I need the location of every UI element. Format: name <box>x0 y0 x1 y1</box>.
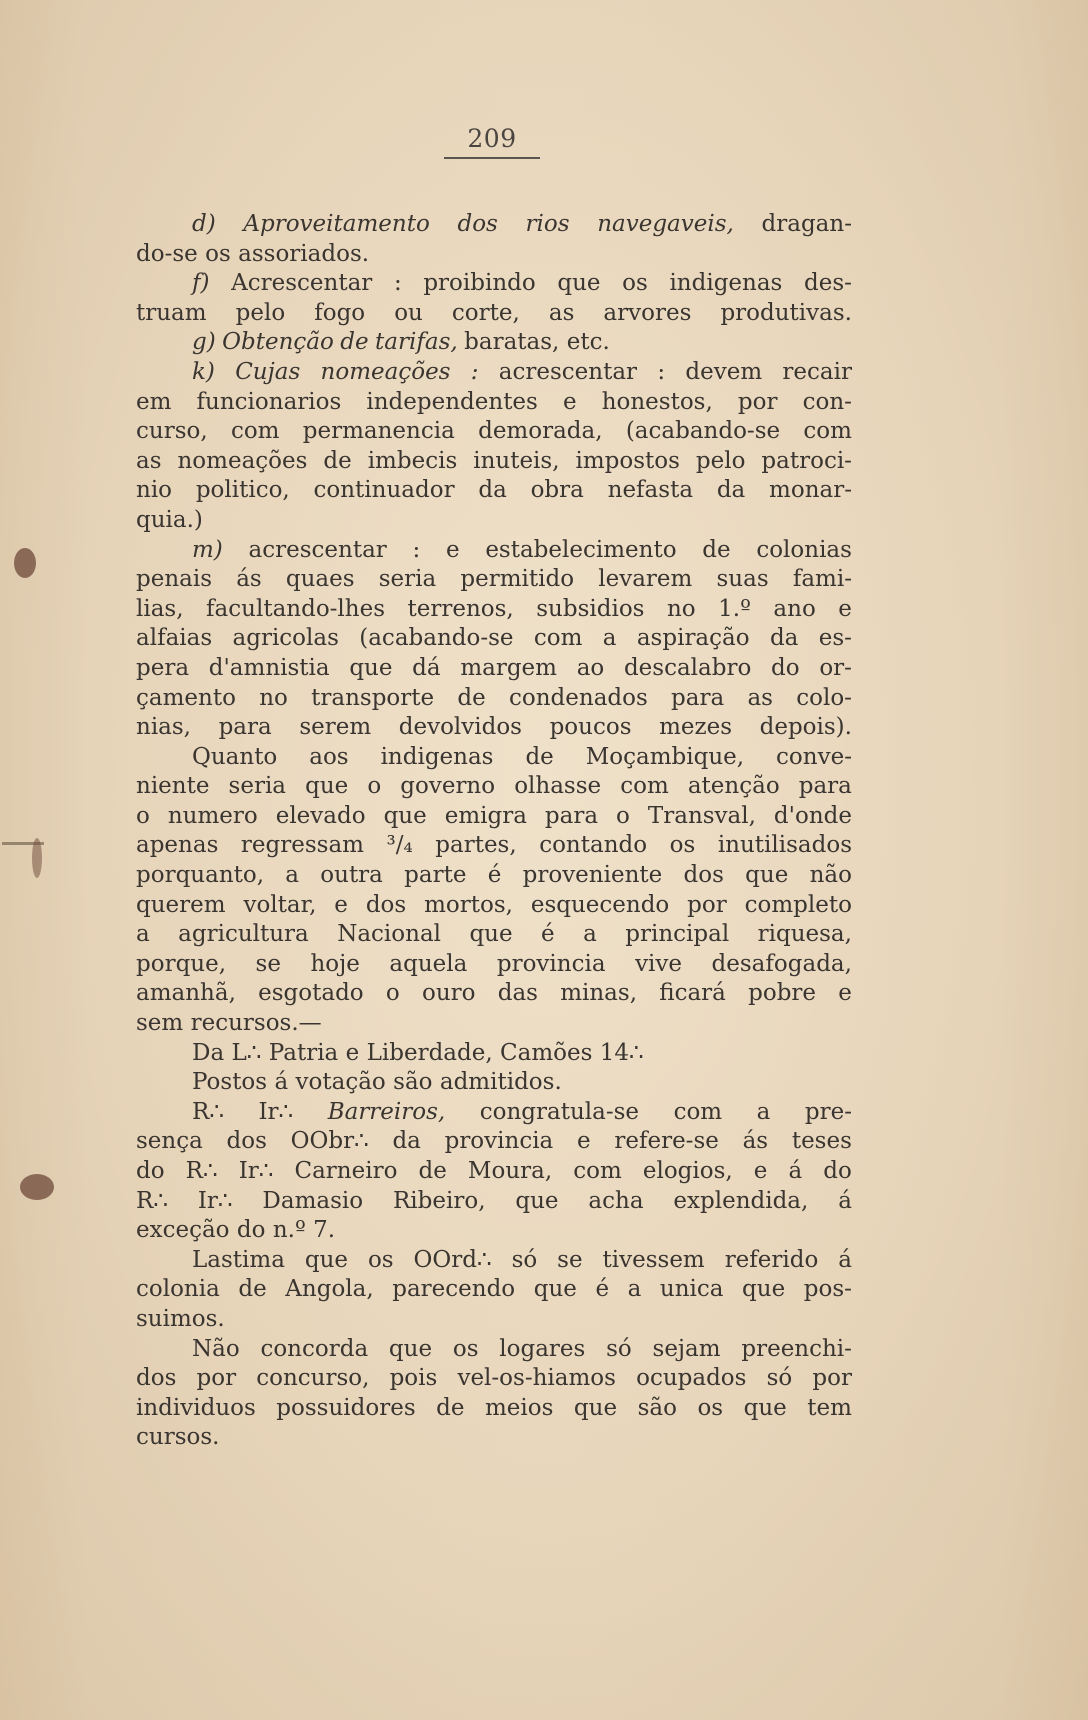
text-line: R∴ Ir∴ Barreiros, congratula-se com a pre- <box>192 1098 852 1125</box>
text-line: truam pelo fogo ou corte, as arvores produtivas. <box>136 299 852 326</box>
text-line: sença dos OObr∴ da provincia e refere-se ás teses <box>136 1128 852 1155</box>
text-line: Da L∴ Patria e Liberdade, Camões 14∴ <box>192 1039 644 1066</box>
text-line: em funcionarios independentes e honestos, por con- <box>136 388 852 415</box>
text-line: amanhã, esgotado o ouro das minas, ficará pobre e <box>136 980 852 1007</box>
text-line: f) Acrescentar : proibindo que os indigenas des- <box>192 270 852 297</box>
text-line: a agricultura Nacional que é a principal riquesa, <box>136 921 852 948</box>
text-line: d) Aproveitamento dos rios navegaveis, dragan- <box>192 211 852 237</box>
text-line: Quanto aos indigenas de Moçambique, conve- <box>192 743 852 770</box>
text-line: R∴ Ir∴ Damasio Ribeiro, que acha explendida, á <box>136 1187 852 1214</box>
text-line: colonia de Angola, parecendo que é a unica que pos- <box>136 1276 852 1303</box>
margin-stain <box>20 1174 54 1200</box>
text-line: do R∴ Ir∴ Carneiro de Moura, com elogios, e á do <box>136 1158 852 1184</box>
text-line: penais ás quaes seria permitido levarem suas fami- <box>136 566 852 593</box>
text-line: dos por concurso, pois vel-os-hiamos ocupados só por <box>136 1365 852 1392</box>
page-number-rule <box>444 157 540 159</box>
text-line: curso, com permanencia demorada, (acabando-se com <box>136 418 852 445</box>
text-line: g) Obtenção de tarifas, baratas, etc. <box>192 329 610 356</box>
text-line: niente seria que o governo olhasse com atenção para <box>136 773 852 800</box>
text-line: Postos á votação são admitidos. <box>192 1069 562 1096</box>
text-line: Não concorda que os logares só sejam preenchi- <box>192 1335 852 1362</box>
text-line: quia.) <box>136 506 203 533</box>
text-line: as nomeações de imbecis inuteis, impostos pelo patroci- <box>136 447 852 474</box>
text-line: nio politico, continuador da obra nefasta da monar- <box>136 477 852 504</box>
text-line: apenas regressam ³/₄ partes, contando os inutilisados <box>136 832 852 859</box>
text-line: porque, se hoje aquela provincia vive desafogada, <box>136 950 852 977</box>
text-line: exceção do n.º 7. <box>136 1217 336 1244</box>
text-line: k) Cujas nomeações : acrescentar : devem recair <box>192 358 852 385</box>
text-line: pera d'amnistia que dá margem ao descalabro do or- <box>136 654 852 681</box>
text-line: o numero elevado que emigra para o Transval, d'onde <box>136 802 852 829</box>
text-line: çamento no transporte de condenados para as colo- <box>136 684 852 711</box>
text-line: querem voltar, e dos mortos, esquecendo por completo <box>136 891 852 918</box>
page-number: 209 <box>467 124 517 153</box>
text-line: cursos. <box>136 1424 220 1451</box>
text-line: individuos possuidores de meios que são os que tem <box>136 1394 852 1421</box>
body-text <box>136 210 852 1453</box>
text-line: do-se os assoriados. <box>136 240 370 267</box>
margin-stain <box>32 838 42 878</box>
text-line: alfaias agricolas (acabando-se com a aspiração da es- <box>136 625 852 652</box>
text-line: m) acrescentar : e estabelecimento de colonias <box>192 536 852 563</box>
text-line: nias, para serem devolvidos poucos mezes depois). <box>136 714 852 741</box>
text-line: lias, facultando-lhes terrenos, subsidios no 1.º ano e <box>136 595 852 622</box>
text-line: Lastima que os OOrd∴ só se tivessem referido á <box>192 1246 852 1273</box>
text-line: sem recursos.— <box>136 1010 322 1037</box>
text-line: porquanto, a outra parte é proveniente dos que não <box>136 862 852 889</box>
text-line: suimos. <box>136 1305 225 1332</box>
margin-stain <box>14 548 36 578</box>
